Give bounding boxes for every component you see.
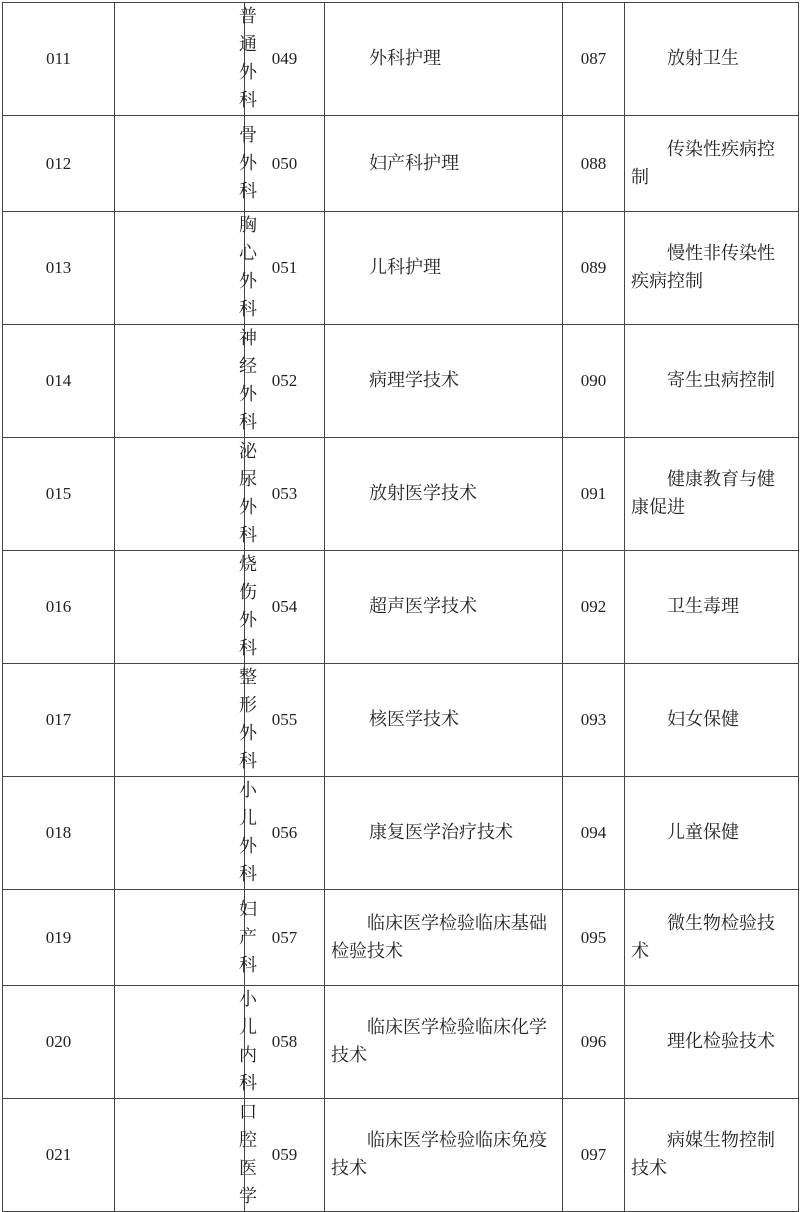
code-cell: 097 [563,1099,625,1212]
code-cell: 091 [563,438,625,551]
name-cell: 超声医学技术 [325,551,563,664]
code-cell: 020 [3,986,115,1099]
name-cell: 寄生虫病控制 [625,325,799,438]
code-cell: 014 [3,325,115,438]
table-row [3,3,799,116]
name-cell: 小儿内科 [115,986,245,1099]
name-cell: 口腔医学 [115,1099,245,1212]
code-cell: 017 [3,664,115,777]
code-cell: 049 [245,3,325,116]
table-row [3,1099,799,1212]
name-cell: 病媒生物控制技术 [625,1099,799,1212]
table-row [3,116,799,212]
name-cell: 儿童保健 [625,777,799,890]
code-cell: 093 [563,664,625,777]
name-cell: 康复医学治疗技术 [325,777,563,890]
code-cell: 052 [245,325,325,438]
code-cell: 018 [3,777,115,890]
code-cell: 057 [245,890,325,986]
name-cell: 神经外科 [115,325,245,438]
name-cell: 小儿外科 [115,777,245,890]
code-cell: 090 [563,325,625,438]
code-cell: 055 [245,664,325,777]
name-cell: 放射医学技术 [325,438,563,551]
name-cell: 妇产科 [115,890,245,986]
code-cell: 054 [245,551,325,664]
code-cell: 050 [245,116,325,212]
name-cell: 烧伤外科 [115,551,245,664]
code-cell: 092 [563,551,625,664]
name-cell: 胸心外科 [115,212,245,325]
name-cell: 卫生毒理 [625,551,799,664]
code-cell: 095 [563,890,625,986]
name-cell: 普通外科 [115,3,245,116]
name-cell: 妇产科护理 [325,116,563,212]
name-cell: 放射卫生 [625,3,799,116]
name-cell: 骨外科 [115,116,245,212]
code-cell: 053 [245,438,325,551]
name-cell: 临床医学检验临床免疫技术 [325,1099,563,1212]
table-row [3,325,799,438]
code-cell: 059 [245,1099,325,1212]
specialty-code-table [2,2,799,1212]
name-cell: 健康教育与健康促进 [625,438,799,551]
name-cell: 理化检验技术 [625,986,799,1099]
code-cell: 019 [3,890,115,986]
name-cell: 妇女保健 [625,664,799,777]
name-cell: 慢性非传染性疾病控制 [625,212,799,325]
name-cell: 核医学技术 [325,664,563,777]
code-cell: 058 [245,986,325,1099]
name-cell: 病理学技术 [325,325,563,438]
code-cell: 094 [563,777,625,890]
code-cell: 056 [245,777,325,890]
table-row [3,438,799,551]
code-cell: 096 [563,986,625,1099]
code-cell: 012 [3,116,115,212]
table-row [3,551,799,664]
name-cell: 临床医学检验临床化学技术 [325,986,563,1099]
code-cell: 013 [3,212,115,325]
table-row [3,777,799,890]
name-cell: 整形外科 [115,664,245,777]
code-cell: 011 [3,3,115,116]
table-row [3,664,799,777]
name-cell: 外科护理 [325,3,563,116]
code-cell: 051 [245,212,325,325]
code-cell: 021 [3,1099,115,1212]
name-cell: 传染性疾病控制 [625,116,799,212]
name-cell: 临床医学检验临床基础检验技术 [325,890,563,986]
code-cell: 087 [563,3,625,116]
name-cell: 微生物检验技术 [625,890,799,986]
code-cell: 088 [563,116,625,212]
code-cell: 016 [3,551,115,664]
code-cell: 015 [3,438,115,551]
table-row [3,212,799,325]
name-cell: 泌尿外科 [115,438,245,551]
table-row [3,890,799,986]
code-cell: 089 [563,212,625,325]
name-cell: 儿科护理 [325,212,563,325]
table-row [3,986,799,1099]
